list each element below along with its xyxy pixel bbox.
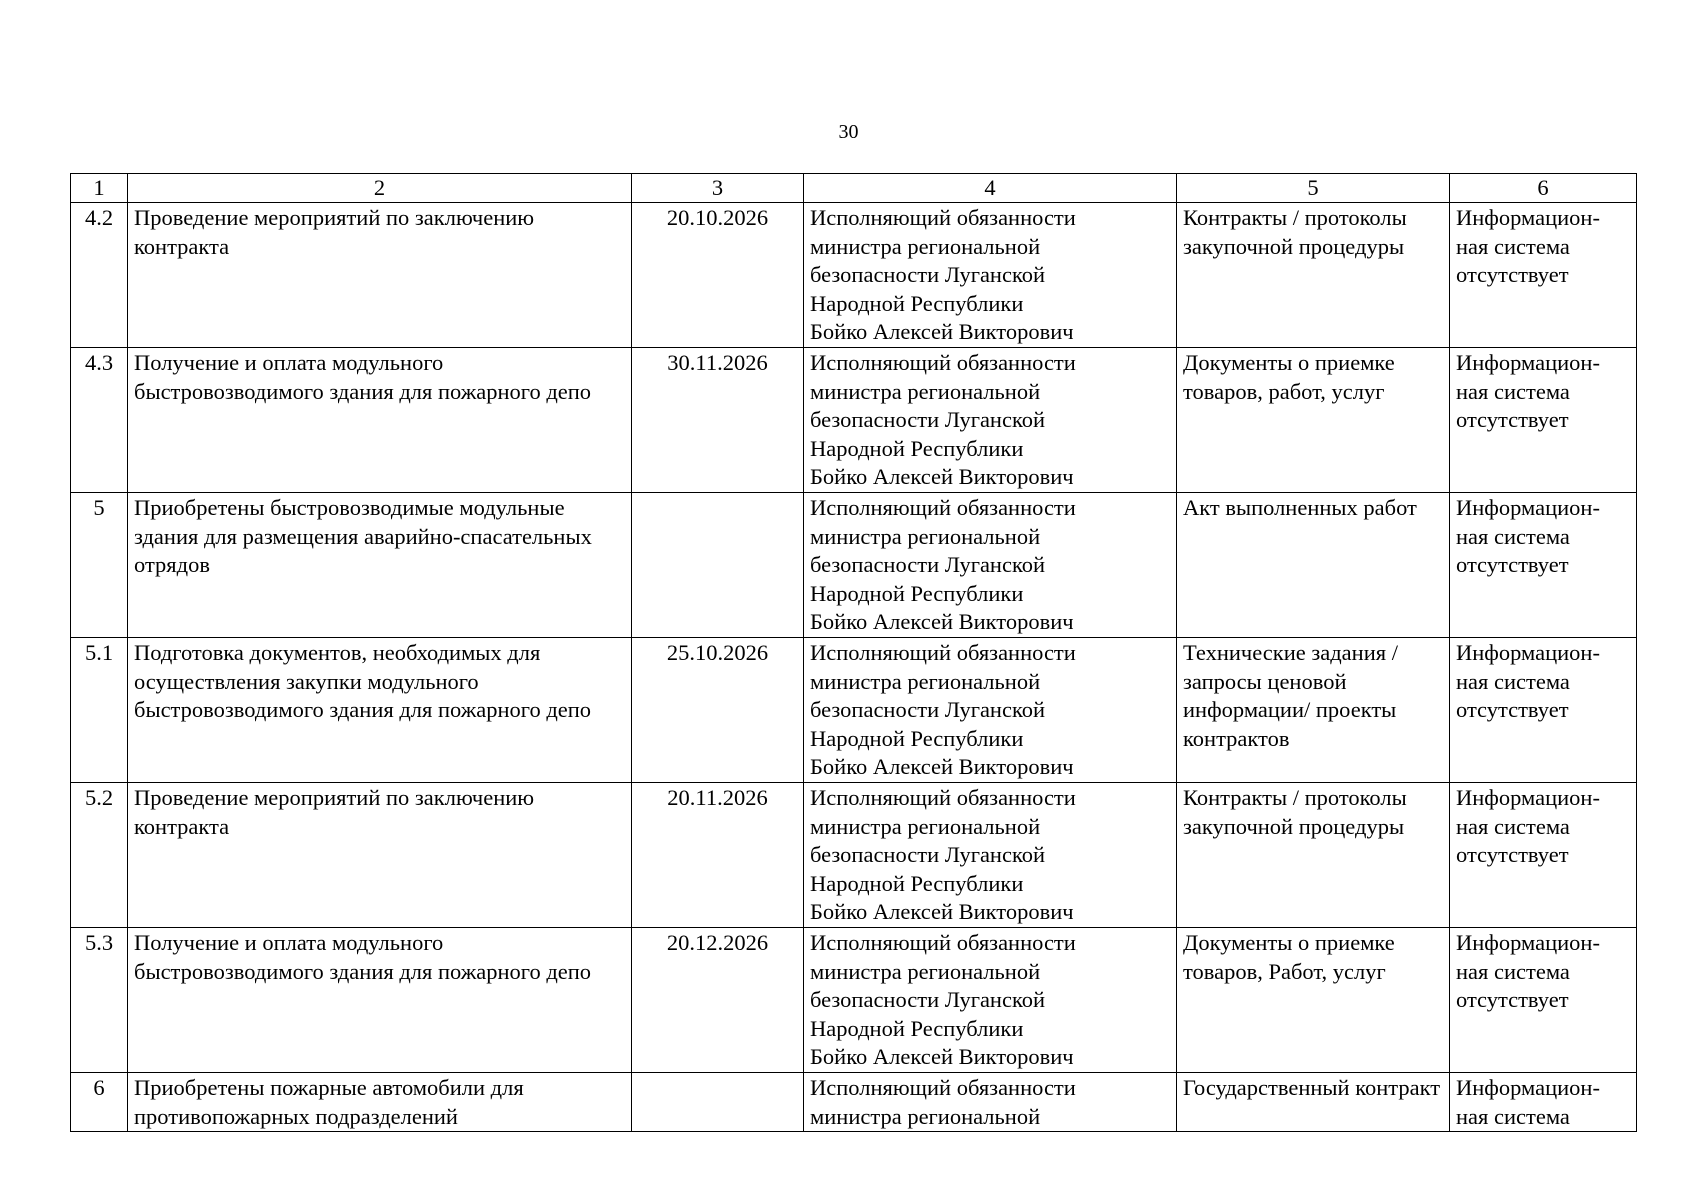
column-header: 3	[632, 174, 804, 203]
cell-line: ная система	[1456, 668, 1570, 694]
responsible-person	[804, 783, 1177, 928]
table-row	[71, 928, 1637, 1073]
information-system	[1450, 493, 1637, 638]
cell-line: отсутствует	[1456, 987, 1569, 1013]
cell-line: Информацион-	[1456, 205, 1600, 230]
cell-line: ная система	[1456, 378, 1570, 404]
table-row	[71, 638, 1637, 783]
responsible-person	[804, 928, 1177, 1073]
responsible-person	[804, 493, 1177, 638]
information-system	[1450, 203, 1637, 348]
table-row	[71, 1073, 1637, 1132]
responsible-person	[804, 1073, 1177, 1132]
cell-line: Информацион-	[1456, 640, 1600, 665]
cell-line: Исполняющий обязанности	[810, 1075, 1076, 1100]
event-name: Приобретены быстровозводимые модульные здания для размещения аварийно-спасательных отрядов	[128, 493, 632, 638]
cell-line: ная система	[1456, 233, 1570, 259]
deadline-date: 20.10.2026	[632, 203, 804, 348]
cell-line: Исполняющий обязанности	[810, 495, 1076, 520]
cell-line: Исполняющий обязанности	[810, 785, 1076, 810]
deadline-date: 20.11.2026	[632, 783, 804, 928]
cell-line: отсутствует	[1456, 262, 1569, 288]
cell-line: министра региональной	[810, 378, 1041, 404]
cell-line: безопасности Луганской	[810, 697, 1046, 723]
row-number: 6	[71, 1073, 128, 1132]
row-number: 5.3	[71, 928, 128, 1073]
cell-line: Народной Республики	[810, 580, 1024, 606]
cell-line: ная система	[1456, 1103, 1570, 1129]
cell-line: отсутствует	[1456, 552, 1569, 578]
deadline-date: 25.10.2026	[632, 638, 804, 783]
cell-line: безопасности Луганской	[810, 842, 1046, 868]
event-name: Получение и оплата модульного быстровозводимого здания для пожарного депо	[128, 348, 632, 493]
information-system	[1450, 783, 1637, 928]
column-header: 1	[71, 174, 128, 203]
event-name: Приобретены пожарные автомобили для противопожарных подразделений	[128, 1073, 632, 1132]
cell-line: ная система	[1456, 523, 1570, 549]
cell-line: Информацион-	[1456, 495, 1600, 520]
cell-line: министра региональной	[810, 1103, 1041, 1129]
event-name: Проведение мероприятий по заключению контракта	[128, 203, 632, 348]
cell-line: Бойко Алексей Викторович	[810, 754, 1074, 780]
cell-line: Народной Республики	[810, 290, 1024, 316]
row-number: 4.3	[71, 348, 128, 493]
cell-line: Исполняющий обязанности	[810, 205, 1076, 230]
document-type: Документы о приемке товаров, работ, услуг	[1177, 348, 1450, 493]
document-type: Акт выполненных работ	[1177, 493, 1450, 638]
cell-line: Исполняющий обязанности	[810, 930, 1076, 955]
row-number: 5.1	[71, 638, 128, 783]
cell-line: Бойко Алексей Викторович	[810, 899, 1074, 925]
information-system	[1450, 348, 1637, 493]
cell-line: Бойко Алексей Викторович	[810, 609, 1074, 635]
cell-line: Народной Республики	[810, 1015, 1024, 1041]
document-type: Контракты / протоколы закупочной процедуры	[1177, 203, 1450, 348]
cell-line: Бойко Алексей Викторович	[810, 1044, 1074, 1070]
page-number: 30	[838, 121, 859, 143]
cell-line: Информацион-	[1456, 930, 1600, 955]
information-system	[1450, 1073, 1637, 1132]
cell-line: безопасности Луганской	[810, 552, 1046, 578]
responsible-person	[804, 638, 1177, 783]
column-header: 2	[128, 174, 632, 203]
cell-line: безопасности Луганской	[810, 987, 1046, 1013]
information-system	[1450, 638, 1637, 783]
cell-line: безопасности Луганской	[810, 407, 1046, 433]
deadline-date	[632, 493, 804, 638]
table-row	[71, 493, 1637, 638]
document-type: Технические задания / запросы ценовой информации/ проекты контрактов	[1177, 638, 1450, 783]
cell-line: отсутствует	[1456, 697, 1569, 723]
cell-line: Информацион-	[1456, 785, 1600, 810]
deadline-date: 30.11.2026	[632, 348, 804, 493]
cell-line: Бойко Алексей Викторович	[810, 464, 1074, 490]
document-type: Контракты / протоколы закупочной процедуры	[1177, 783, 1450, 928]
deadline-date	[632, 1073, 804, 1132]
event-name: Получение и оплата модульного быстровозводимого здания для пожарного депо	[128, 928, 632, 1073]
cell-line: министра региональной	[810, 958, 1041, 984]
cell-line: Исполняющий обязанности	[810, 640, 1076, 665]
cell-line: ная система	[1456, 813, 1570, 839]
table-row	[71, 783, 1637, 928]
plan-table	[70, 173, 1637, 1132]
cell-line: министра региональной	[810, 233, 1041, 259]
cell-line: безопасности Луганской	[810, 262, 1046, 288]
cell-line: ная система	[1456, 958, 1570, 984]
table-row	[71, 348, 1637, 493]
cell-line: Информацион-	[1456, 350, 1600, 375]
responsible-person	[804, 348, 1177, 493]
event-name: Проведение мероприятий по заключению контракта	[128, 783, 632, 928]
cell-line: министра региональной	[810, 523, 1041, 549]
row-number: 5.2	[71, 783, 128, 928]
cell-line: Народной Республики	[810, 435, 1024, 461]
cell-line: отсутствует	[1456, 407, 1569, 433]
cell-line: министра региональной	[810, 813, 1041, 839]
document-type: Документы о приемке товаров, Работ, услуг	[1177, 928, 1450, 1073]
information-system	[1450, 928, 1637, 1073]
column-header: 4	[804, 174, 1177, 203]
responsible-person	[804, 203, 1177, 348]
table-row	[71, 203, 1637, 348]
cell-line: Бойко Алексей Викторович	[810, 319, 1074, 345]
document-type: Государственный контракт	[1177, 1073, 1450, 1132]
cell-line: министра региональной	[810, 668, 1041, 694]
column-header: 6	[1450, 174, 1637, 203]
cell-line: Исполняющий обязанности	[810, 350, 1076, 375]
event-name: Подготовка документов, необходимых для осуществления закупки модульного быстровозводимого здания для пожарного депо	[128, 638, 632, 783]
cell-line: Народной Республики	[810, 725, 1024, 751]
deadline-date: 20.12.2026	[632, 928, 804, 1073]
row-number: 4.2	[71, 203, 128, 348]
cell-line: отсутствует	[1456, 842, 1569, 868]
cell-line: Народной Республики	[810, 870, 1024, 896]
table-header-row	[71, 174, 1637, 203]
cell-line: Информацион-	[1456, 1075, 1600, 1100]
row-number: 5	[71, 493, 128, 638]
column-header: 5	[1177, 174, 1450, 203]
